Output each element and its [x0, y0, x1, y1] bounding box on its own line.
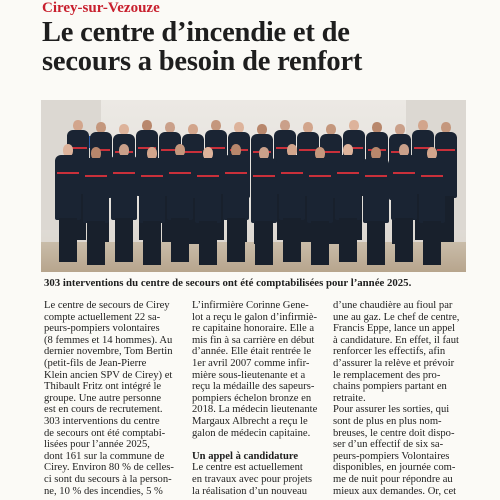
figure-part [423, 221, 441, 265]
firefighter-figure [195, 147, 221, 265]
article-line: lisées pour l’année 2025, [44, 439, 150, 451]
figure-part [223, 155, 249, 220]
article-line: Thibault Fritz ont intégré le [44, 381, 162, 393]
article-line: une au gaz. Le chef de centre, [333, 311, 460, 323]
figure-part [227, 218, 245, 262]
article-line: groupe. Une autre personne [44, 392, 162, 404]
firefighter-figure [83, 147, 109, 265]
article-line: sont de plus en plus nom- [333, 415, 442, 427]
article-line: dont 161 sur la commune de [44, 450, 165, 462]
figure-part [281, 172, 303, 174]
article-line: L’infirmière Corinne Gene- [192, 300, 309, 311]
figure-part [55, 155, 81, 220]
figure-part [199, 221, 217, 265]
spacer [192, 439, 322, 451]
article-line: mis fin à sa carrière en début [192, 334, 315, 346]
figure-part [419, 158, 445, 223]
firefighter-figure [307, 147, 333, 265]
figure-part [141, 175, 163, 177]
article-line: renforcer les effectifs, afin [333, 346, 446, 358]
article-line: d’année. Elle était rentrée le [192, 346, 312, 358]
figure-part [225, 172, 247, 174]
section-kicker: Cirey-sur-Vezouze [42, 0, 160, 16]
figure-part [283, 218, 301, 262]
article-line: la réalisation d’un nouveau [192, 485, 308, 497]
article-line: mière sous-lieutenante et a [192, 369, 306, 381]
article-column-1 [44, 300, 182, 497]
article-line: Le centre de secours de Cirey [44, 300, 170, 311]
article-subhead: Un appel à candidature [192, 450, 299, 462]
figure-part [311, 221, 329, 265]
firefighter-figure [139, 147, 165, 265]
headline [42, 18, 492, 76]
headline-line: Le centre d’incendie et de [42, 17, 350, 48]
figure-part [167, 155, 193, 220]
firefighter-figure [167, 144, 193, 262]
figure-part [251, 158, 277, 223]
article-line: d’assurer la relève et prévoir [333, 357, 455, 369]
article-line: (8 femmes et 14 hommes). Au [44, 334, 173, 346]
article-line: est en cours de recrutement. [44, 404, 163, 416]
figure-part [367, 221, 385, 265]
article-line: Cirey. Environ 80 % de celles- [44, 462, 174, 474]
figure-part [59, 218, 77, 262]
figure-part [197, 175, 219, 177]
figure-part [365, 175, 387, 177]
article-line: chains pompiers partant en [333, 381, 447, 393]
article-line: peurs-pompiers volontaires [44, 323, 160, 335]
figure-part [339, 218, 357, 262]
firefighter-figure [111, 144, 137, 262]
firefighter-figure [335, 144, 361, 262]
figure-part [85, 175, 107, 177]
figure-part [113, 172, 135, 174]
article-column-3 [333, 300, 463, 497]
article-line: me de nuit pour répondre au [333, 473, 453, 485]
figure-part [143, 221, 161, 265]
article-line: en travaux avec pour projets [192, 473, 313, 485]
figure-part [335, 155, 361, 220]
photo-caption: 303 interventions du centre de secours ont été comptabilisées pour l’année 2025. [44, 277, 412, 289]
article-line: le remplacement des pro- [333, 369, 441, 381]
firefighter-figure [363, 147, 389, 265]
article-line: 1er avril 2007 comme infir- [192, 357, 310, 369]
figure-part [169, 172, 191, 174]
article-line: retraite. [333, 392, 366, 404]
firefighter-figure [419, 147, 445, 265]
figure-part [279, 155, 305, 220]
article-line: breuses, le centre doit dispo- [333, 427, 455, 439]
figure-part [309, 175, 331, 177]
figure-part [195, 158, 221, 223]
figure-part [171, 218, 189, 262]
article-line: galon de médecin capitaine. [192, 427, 311, 439]
firefighter-figure [391, 144, 417, 262]
figure-part [421, 175, 443, 177]
article-line: ser d’un effectif de six sa- [333, 439, 444, 451]
article-line: Margaux Albrecht a reçu le [192, 415, 308, 427]
figure-part [111, 155, 137, 220]
article-line: lot a reçu le galon d’infirmiè- [192, 311, 318, 323]
figure-part [139, 158, 165, 223]
figure-part [337, 172, 359, 174]
figure-part [87, 221, 105, 265]
article-line: à candidature. En effet, il faut [333, 334, 459, 346]
article-line: disponibles, en journée com- [333, 462, 456, 474]
article-line: re capitaine honoraire. Elle a [192, 323, 315, 335]
figure-part [363, 158, 389, 223]
firefighter-figure [55, 144, 81, 262]
figure-part [393, 172, 415, 174]
article-line: Le centre est actuellement [192, 462, 303, 474]
article-line: reçu la médaille des sapeurs- [192, 381, 315, 393]
article-line: ne, 10 % des incendies, 5 % [44, 485, 163, 497]
article-column-2 [192, 300, 322, 497]
figure-part [255, 221, 273, 265]
article-line: mieux aux demandes. Or, cet [333, 485, 457, 497]
figure-part [57, 172, 79, 174]
firefighter-figure [223, 144, 249, 262]
article-line: d’une chaudière au fioul par [333, 300, 453, 311]
article-line: 2018. La médecin lieutenante [192, 404, 318, 416]
article-line: compte actuellement 22 sa- [44, 311, 161, 323]
article-line: pompiers échelon bronze en [192, 392, 312, 404]
figure-part [307, 158, 333, 223]
article-line: ci sont du secours à la person- [44, 473, 172, 485]
article-line: Francis Eppe, lance un appel [333, 323, 456, 335]
group-photo [41, 100, 466, 272]
article-line: Pour assurer les sorties, qui [333, 404, 450, 416]
article-line: (petit-fils de Jean-Pierre [44, 357, 147, 369]
article-line: Klein ancien SPV de Cirey) et [44, 369, 173, 381]
article-line: dernier novembre, Tom Bertin [44, 346, 173, 358]
figure-part [395, 218, 413, 262]
figure-part [115, 218, 133, 262]
article-line: peurs-pompiers Volontaires [333, 450, 450, 462]
figure-part [391, 155, 417, 220]
figure-part [83, 158, 109, 223]
headline-line: secours a besoin de renfort [42, 46, 363, 77]
article-line: de secours ont été comptabi- [44, 427, 166, 439]
figure-part [253, 175, 275, 177]
firefighter-figure [279, 144, 305, 262]
firefighter-figure [251, 147, 277, 265]
article-line: 303 interventions du centre [44, 415, 160, 427]
